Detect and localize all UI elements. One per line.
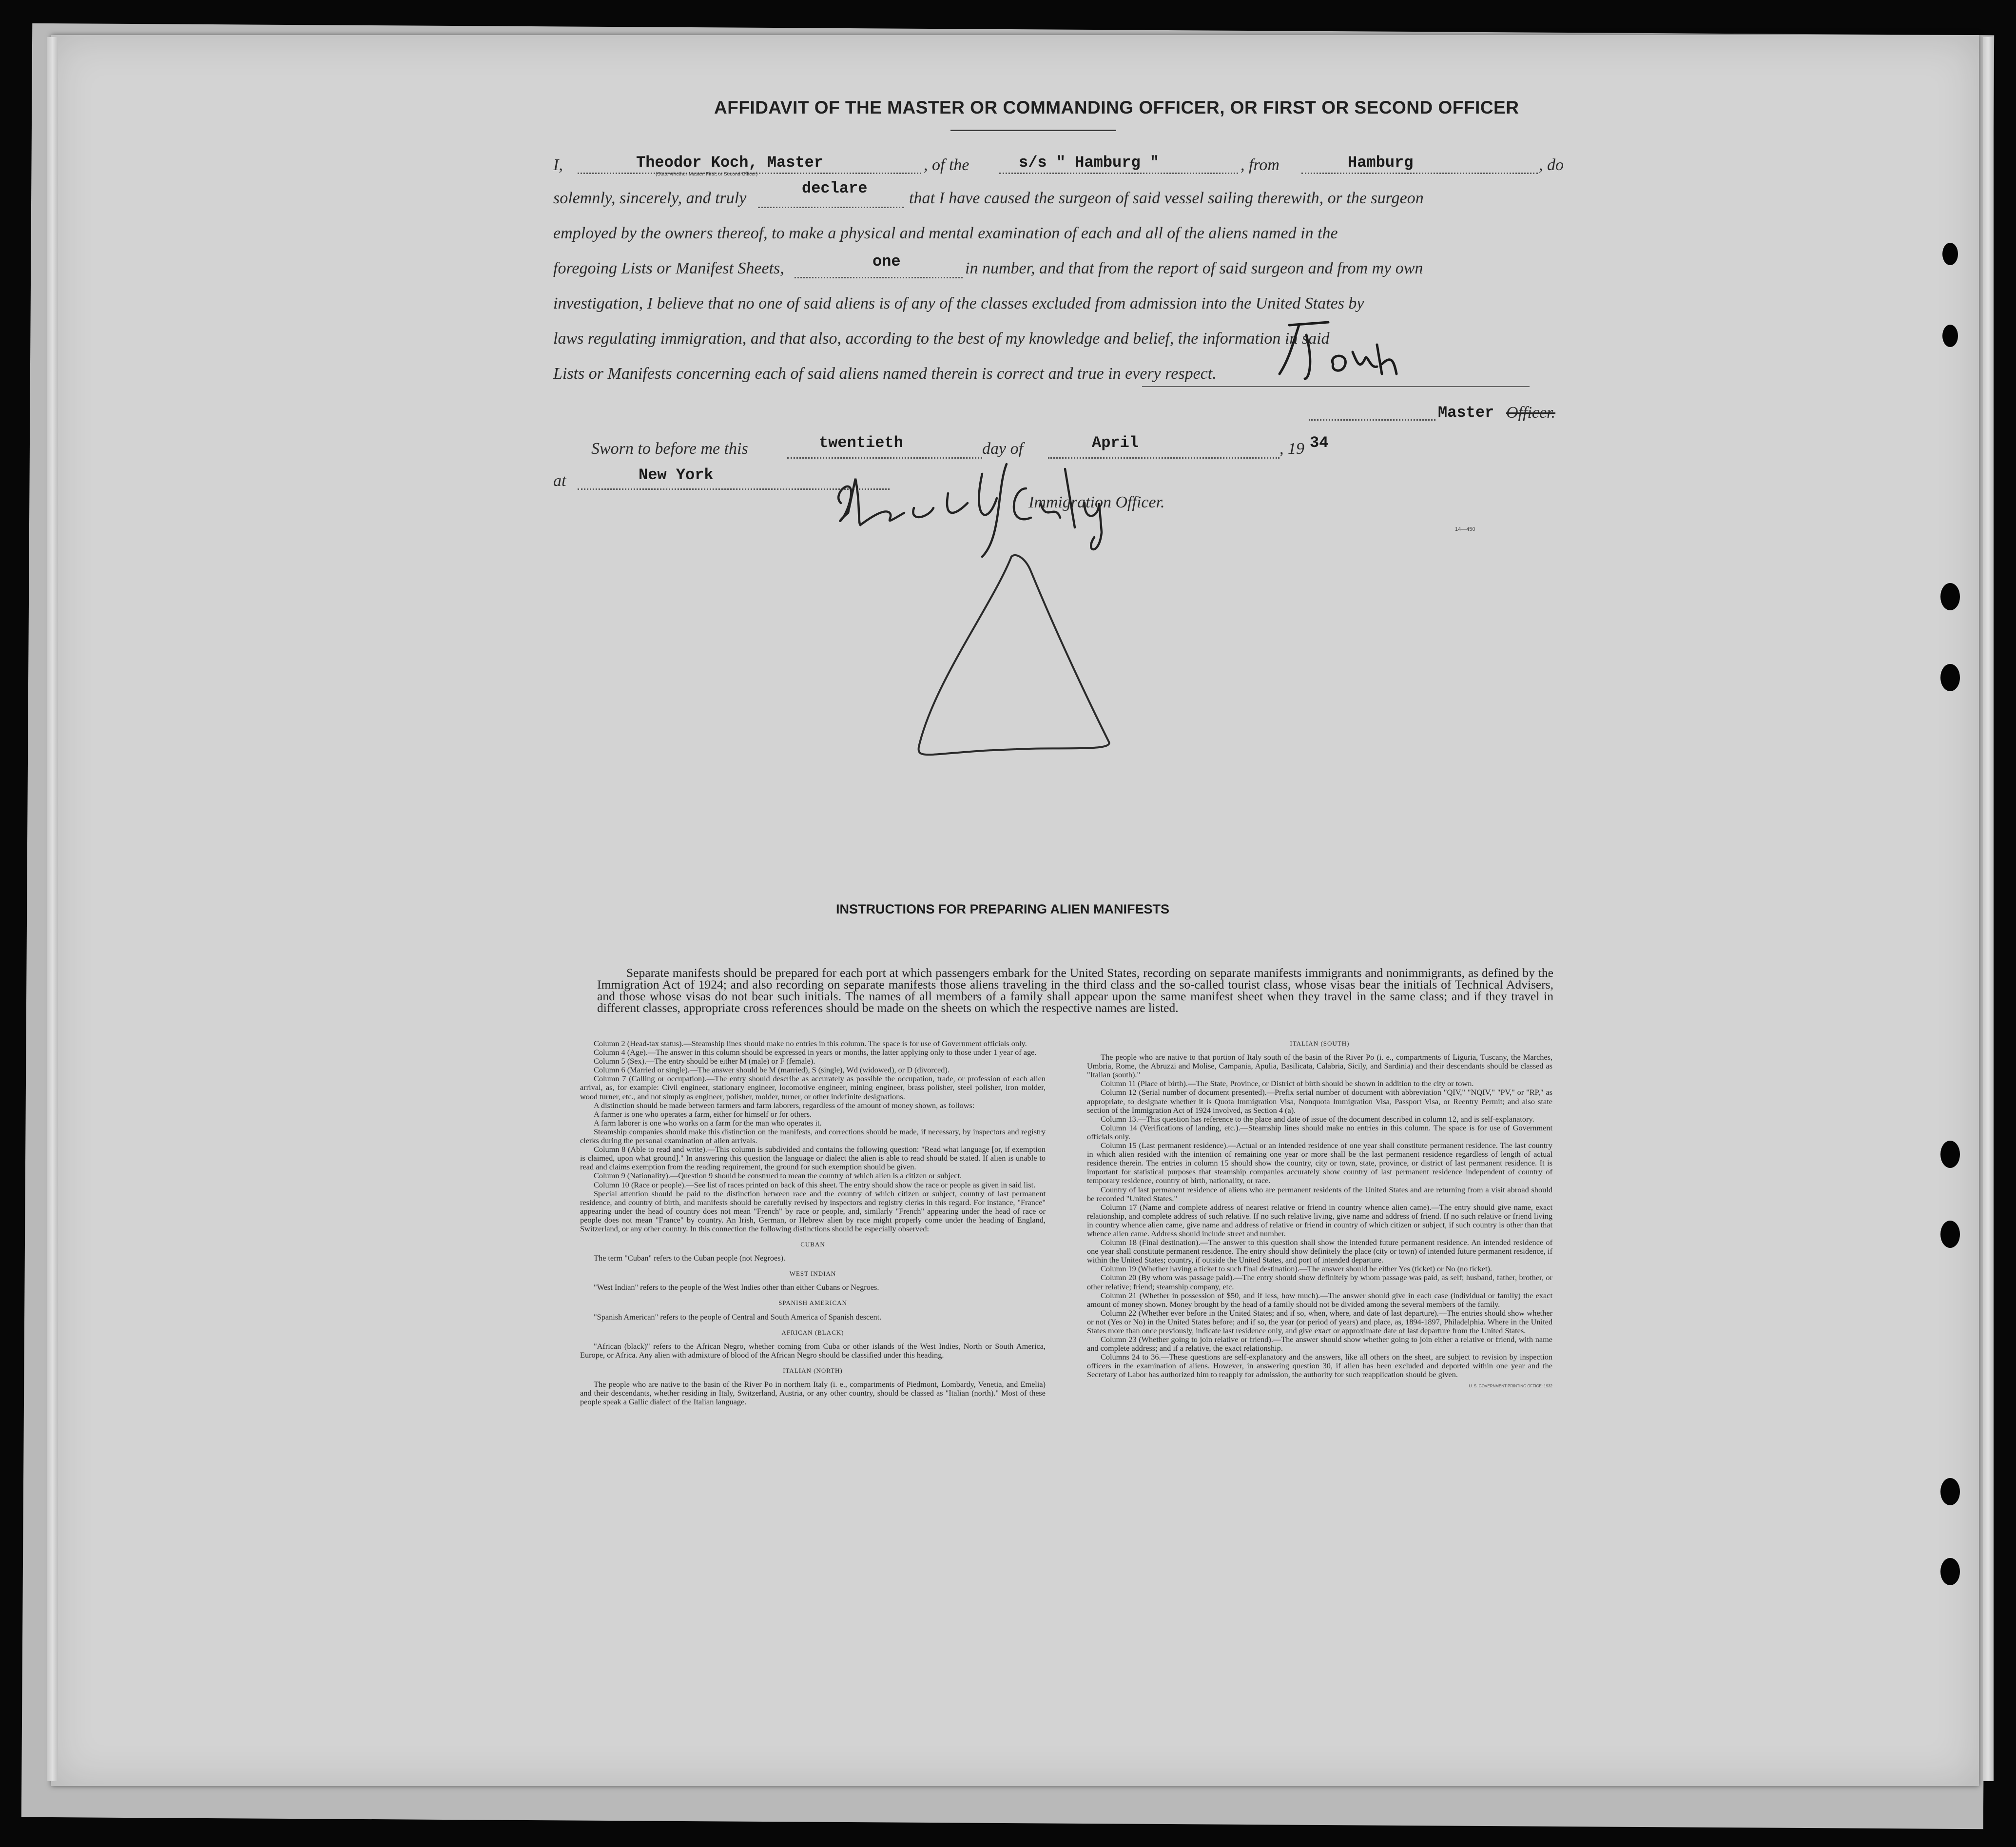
- cuban-paragraph: The term "Cuban" refers to the Cuban people (not Negroes).: [594, 1253, 786, 1263]
- manifest-page: [51, 35, 1979, 1786]
- sworn-a: Sworn to before me this: [591, 440, 748, 458]
- col10-paragraph: Column 10 (Race or people).—See list of races printed on back of this sheet. The entry should show the race or people as given in said list.: [594, 1180, 1036, 1189]
- col17-paragraph: Column 17 (Name and complete address of nearest relative or friend in country whence alien came).—The entry should give name, exact relationship, and complete address of such relative. If no such relative living, give name and address of friend. If no such relative or friend living in country whence alien came, give name and address of relative or friend in country of which citizen or subject, if such country is other than that whence alien came. Address should include street and number.: [1087, 1202, 1552, 1238]
- instructions-left-column: [580, 1039, 1046, 1406]
- declare: declare: [802, 179, 868, 197]
- text-i: I,: [553, 156, 563, 174]
- col15-paragraph: Column 15 (Last permanent residence).—Actual or an intended residence of one year shall constitute permanent residence. The last country in which alien resided with the intention of remaining one year or more shall be the last permanent residence regardless of length of actual residence therein. The entries in column 15 should show the country, city or town, state, province, or district of last permanent residence. It is important for statistical purposes that steamship companies accurately show country of last permanent residence independent of country of temporary residence, country of birth, nationality, or race.: [1087, 1141, 1552, 1186]
- col4-paragraph: Column 4 (Age).—The answer in this column should be expressed in years or months, the latter applying only to those under 1 year of age.: [594, 1048, 1037, 1057]
- binder-hole: [1940, 664, 1960, 691]
- text-of-the: , of the: [924, 156, 969, 174]
- col9-paragraph: Column 9 (Nationality).—Question 9 should be construed to mean the country of which alien is a citizen or subject.: [594, 1171, 962, 1181]
- col2-paragraph: Column 2 (Head-tax status).—Steamship lines should make no entries in this column. The space is for use of Government officials only.: [594, 1039, 1027, 1048]
- officer-hint: (State whether Master, First, or Second Officer): [656, 172, 758, 177]
- col23-paragraph: Column 23 (Whether going to join relative or friend).—The answer should show whether going to join either a relative or friend, with name and complete address; and if a relative, the exact relationship.: [1087, 1335, 1552, 1353]
- col22-paragraph: Column 22 (Whether ever before in the United States; and if so, when, where, and date of last departure).—The entries should show whether or not (Yes or No) in the United States before; and if so, the year (or period of years) and place, as, 1894-1897, Philadelphia. Where in the United States more than once previously, indicate last residence only, and give exact or approximate date of last departure from the United States.: [1087, 1308, 1552, 1335]
- italian-south-paragraph: The people who are native to that portion of Italy south of the basin of the River Po (i. e., compartments of Liguria, Tuscany, the Marches, Umbria, Rome, the Abruzzi and Molise, Campania, Apulia, Basilicata, Calabria, Sicily, and Sardinia) and their descendants should be classed as "Italian (south).": [1087, 1052, 1552, 1080]
- col11-paragraph: Column 11 (Place of birth).—The State, Province, or District of birth should be shown in addition to the city or town.: [1101, 1079, 1474, 1089]
- farmer-paragraph: A farmer is one who operates a farm, either for himself or for others.: [594, 1109, 812, 1119]
- sworn-c: , 19: [1279, 440, 1304, 458]
- intro-paragraph: Separate manifests should be prepared for each port at which passengers embark for the United States, recording on separate manifests immigrants and nonimmigrants, as defined by the Immigration Act of 1924; and also recording on separate manifests those aliens traveling in the third class and the so-called tourist class, whose visas bear the initials of Technical Advisers, and those whose visas do not bear such initials. The names of all members of a family shall appear upon the same manifest sheet when they travel in the same class; and if they travel in different classes, appropriate cross references should be made on the sheets on which the respective names are listed.: [597, 966, 1553, 1015]
- binder-hole: [1940, 583, 1960, 610]
- residence-paragraph: Country of last permanent residence of aliens who are permanent residents of the United States and are returning from a visit abroad should be recorded "United States.": [1087, 1185, 1552, 1203]
- officer-title: Immigration Officer.: [1028, 493, 1165, 511]
- col13-paragraph: Column 13.—This question has reference to the place and date of issue of the document described in column 12, and is self-explanatory.: [1101, 1114, 1534, 1124]
- heading-italian-north: ITALIAN (NORTH): [783, 1366, 843, 1374]
- col7-paragraph: Column 7 (Calling or occupation).—The entry should describe as accurately as possible the occupation, trade, or profession of each alien arrival, as, for example: Civil engineer, stationary engineer, locomotive engineer, mining engineer, brass polisher, steel polisher, iron molder, wood turner, etc., and not simply as engineer, polisher, molder, turner, or other indefinite designations.: [580, 1074, 1046, 1101]
- instructions-title: INSTRUCTIONS FOR PREPARING ALIEN MANIFESTS: [836, 902, 1170, 916]
- place: New York: [639, 466, 714, 484]
- master-sign-line: [1142, 386, 1530, 387]
- spanish-american-paragraph: "Spanish American" refers to the people of Central and South America of Spanish descent.: [594, 1312, 882, 1322]
- col8-paragraph: Column 8 (Able to read and write).—This column is subdivided and contains the following question: "Read what language [or, if exemption is claimed, upon what ground]." In answering this question the language or dialect the alien is able to read should be stated. If alien is unable to read and claims exemption from the reading requirement, the ground for such exemption should be given.: [580, 1145, 1046, 1172]
- form-number: 14—450: [1455, 526, 1475, 532]
- line2-a: solemnly, sincerely, and truly: [553, 189, 747, 207]
- col12-paragraph: Column 12 (Serial number of document presented).—Prefix serial number of document with abbreviation "QIV," "NQIV," "PV," or "RP," as appropriate, to designate whether it is Quota Immigration Visa, Nonquota Immigration Visa, Passport Visa, or Reentry Permit; and also state section of the Immigration Act of 1924 involved, as Section 4 (a).: [1087, 1088, 1552, 1115]
- african-paragraph: "African (black)" refers to the African Negro, whether coming from Cuba or other islands of the West Indies, North or South America, Europe, or Africa. Any alien with admixture of blood of the African Negro should be classified under this heading.: [580, 1341, 1046, 1360]
- port-name: Hamburg: [1348, 154, 1414, 172]
- farmer-distinction-paragraph: A distinction should be made between farmers and farm laborers, regardless of the amount of money shown, as follows:: [594, 1100, 975, 1110]
- line6: laws regulating immigration, and that also, according to the best of my knowledge and belief, the information in said: [553, 330, 1330, 348]
- west-indian-paragraph: "West Indian" refers to the people of the West Indies other than either Cubans or Negroes.: [594, 1283, 879, 1292]
- col14-paragraph: Column 14 (Verifications of landing, etc.).—Steamship lines should make no entries in this column. The space is for use of Government officials only.: [1087, 1123, 1552, 1141]
- binder-hole: [1940, 1558, 1960, 1585]
- farm-laborer-paragraph: A farm laborer is one who works on a farm for the man who operates it.: [594, 1118, 822, 1128]
- sworn-month: April: [1092, 434, 1139, 452]
- col6-paragraph: Column 6 (Married or single).—The answer should be M (married), S (single), Wd (widowed), or D (divorced).: [594, 1065, 950, 1075]
- sheets: one: [872, 253, 901, 271]
- line4-b: in number, and that from the report of said surgeon and from my own: [965, 259, 1423, 277]
- binder-hole: [1942, 243, 1958, 265]
- text-from: , from: [1241, 156, 1279, 174]
- binder-hole: [1940, 1478, 1960, 1505]
- sworn-day-line: [787, 457, 982, 459]
- heading-cuban: CUBAN: [800, 1241, 825, 1248]
- instructions-right-column: [1087, 1039, 1552, 1391]
- col19-paragraph: Column 19 (Whether having a ticket to such final destination).—The answer should be either Yes (ticket) or No (no ticket).: [1101, 1264, 1493, 1274]
- instructions-intro: [597, 967, 1553, 1014]
- binder-hole: [1942, 325, 1958, 347]
- vessel-line: [999, 173, 1238, 174]
- col24-36-paragraph: Columns 24 to 36.—These questions are self-explanatory and the answers, like all others on the sheet, are subject to revision by inspection officers in the examination of aliens. However, in answering question 30, if alien has been excluded and deported within one year and the Secretary of Labor has authorized him to reapply for admission, the authority for such reapplication should be given.: [1087, 1352, 1552, 1380]
- affidavit-title: AFFIDAVIT OF THE MASTER OR COMMANDING OFFICER, OR FIRST OR SECOND OFFICER: [714, 97, 1519, 117]
- sworn-month-line: [1048, 457, 1279, 459]
- col5-paragraph: Column 5 (Sex).—The entry should be either M (male) or F (female).: [594, 1056, 815, 1066]
- sworn-day: twentieth: [819, 434, 903, 452]
- sworn-year: 34: [1310, 434, 1329, 452]
- race-attention-paragraph: Special attention should be paid to the distinction between race and the country of which citizen or subject, country of last permanent residence, and country of birth, and manifests should be carefully revised by inspectors and registry clerks in this regard. For instance, "France" appearing under the head of country does not mean "French" by race or people, and, similarly "French" appearing under the head of race or people does not mean "France" by country. An Irish, German, or Hebrew alien by race might properly come under the heading of England, Switzerland, or any other country. In this connection the following distinctions should be especially observed:: [580, 1188, 1046, 1233]
- italian-north-paragraph: The people who are native to the basin of the River Po in northern Italy (i. e., compartments of Piedmont, Lombardy, Venetia, and Emelia) and their descendants, whether residing in Italy, Switzerland, Austria, or any other country, should be classed as "Italian (north)." Most of these people speak a Gallic dialect of the Italian language.: [580, 1380, 1046, 1407]
- col20-paragraph: Column 20 (By whom was passage paid).—The entry should show definitely by whom passage was paid, as self; husband, father, brother, or other relative; friend; steamship company, etc.: [1087, 1273, 1552, 1291]
- sheets-line: [795, 277, 963, 278]
- line4-a: foregoing Lists or Manifest Sheets,: [553, 259, 784, 277]
- line3: employed by the owners thereof, to make a physical and mental examination of each and all of the aliens named in the: [553, 224, 1338, 242]
- officer-name: Theodor Koch, Master: [636, 154, 824, 172]
- text-do: , do: [1539, 156, 1564, 174]
- rank-struck: Officer.: [1506, 404, 1556, 422]
- col18-paragraph: Column 18 (Final destination).—The answer to this question shall show the intended future permanent residence. An intended residence of one year shall constitute permanent residence. The entry should show definitely the place (city or town) of intended future permanent residence, if within the United States; country, if outside the United States, and port of intended departure.: [1087, 1238, 1552, 1265]
- heading-italian-south: ITALIAN (SOUTH): [1290, 1040, 1350, 1047]
- binder-hole: [1940, 1221, 1960, 1248]
- line2-b: that I have caused the surgeon of said vessel sailing therewith, or the surgeon: [909, 189, 1424, 207]
- heading-west-indian: WEST INDIAN: [789, 1270, 836, 1278]
- binder-hole: [1940, 1141, 1960, 1168]
- port-line: [1301, 173, 1538, 174]
- master-signature: [1260, 306, 1435, 389]
- rank-line: [1309, 419, 1435, 421]
- vessel-name: s/s " Hamburg ": [1019, 154, 1160, 172]
- steamship-paragraph: Steamship companies should make this distinction on the manifests, and corrections should be made, if necessary, by inspectors and registry clerks during the personal examination of alien arrivals.: [580, 1127, 1046, 1146]
- sworn-b: day of: [982, 440, 1024, 458]
- heading-african: AFRICAN (BLACK): [781, 1328, 844, 1336]
- left-edge-strip: [47, 37, 58, 1781]
- rank: Master: [1438, 404, 1494, 422]
- title-rule: [950, 130, 1116, 131]
- col21-paragraph: Column 21 (Whether in possession of $50, and if less, how much).—The answer should give in each case (individual or family) the exact amount of money shown. Money brought by the head of a family should not be divided among the several members of the family.: [1087, 1290, 1552, 1309]
- declare-line: [758, 207, 904, 208]
- printer-imprint: U. S. GOVERNMENT PRINTING OFFICE: 1932: [1469, 1383, 1552, 1388]
- line7: Lists or Manifests concerning each of said aliens named therein is correct and true in every respect.: [553, 365, 1217, 383]
- heading-spanish-american: SPANISH AMERICAN: [778, 1299, 847, 1307]
- text-at: at: [553, 472, 566, 490]
- right-edge-strip: [1983, 37, 1994, 1781]
- line5: investigation, I believe that no one of said aliens is of any of the classes excluded from admission into the United States by: [553, 294, 1364, 312]
